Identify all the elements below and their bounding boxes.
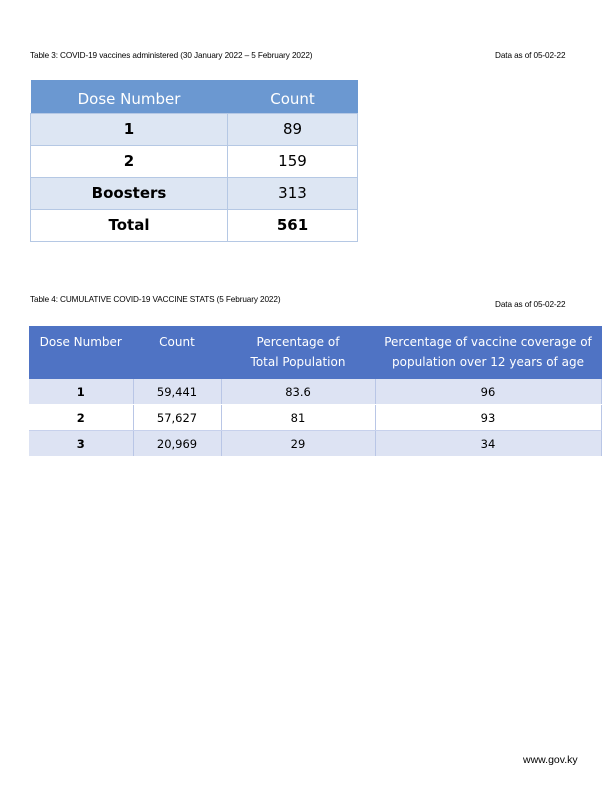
- column-header-percent-total-population: [221, 326, 375, 379]
- dose-number-cell: Boosters: [31, 177, 228, 209]
- table4-as-of-date: Data as of 05-02-22: [495, 300, 566, 309]
- header-text: Dose Number: [39, 335, 122, 349]
- header-line-1: Percentage of vaccine coverage of: [384, 335, 592, 349]
- column-header-dose-number: [29, 326, 133, 379]
- percent-coverage-cell: 34: [375, 431, 601, 457]
- dose-number-cell: 3: [29, 431, 133, 457]
- column-header-count: Count: [228, 80, 358, 113]
- header-text: Count: [159, 335, 195, 349]
- website-link[interactable]: www.gov.ky: [523, 754, 578, 766]
- dose-number-cell: 2: [31, 145, 228, 177]
- percent-total-cell: 81: [221, 405, 375, 431]
- table3-as-of-date: Data as of 05-02-22: [495, 51, 566, 60]
- table-row: [31, 113, 358, 145]
- total-count-cell: 561: [228, 209, 358, 241]
- percent-total-cell: 29: [221, 431, 375, 457]
- table-row: [31, 177, 358, 209]
- percent-coverage-cell: 96: [375, 379, 601, 405]
- column-header-percent-coverage-over-12: [375, 326, 601, 379]
- count-cell: 59,441: [133, 379, 221, 405]
- header-line-1: Percentage of: [256, 335, 340, 349]
- table-row: [31, 145, 358, 177]
- percent-coverage-cell: 93: [375, 405, 601, 431]
- table-row: [29, 405, 601, 431]
- header-text: [222, 326, 375, 372]
- count-cell: 57,627: [133, 405, 221, 431]
- header-text: [376, 326, 601, 372]
- table4-caption: Table 4: CUMULATIVE COVID-19 VACCINE STATS (5 February 2022): [30, 295, 281, 304]
- table3-caption: Table 3: COVID-19 vaccines administered (30 January 2022 – 5 February 2022): [30, 51, 313, 60]
- table-header-row: [29, 326, 601, 379]
- header-line-2: population over 12 years of age: [392, 355, 584, 369]
- percent-total-cell: 83.6: [221, 379, 375, 405]
- doses-administered-table: [30, 80, 358, 242]
- count-cell: 313: [228, 177, 358, 209]
- dose-number-cell: 2: [29, 405, 133, 431]
- table-row: [29, 431, 601, 457]
- table-header-row: [31, 80, 358, 113]
- header-line-2: Total Population: [250, 355, 346, 369]
- dose-number-cell: 1: [29, 379, 133, 405]
- cumulative-vaccine-stats-table: [29, 326, 602, 457]
- table-row: [29, 379, 601, 405]
- count-cell: 159: [228, 145, 358, 177]
- dose-number-cell: 1: [31, 113, 228, 145]
- table-total-row: [31, 209, 358, 241]
- count-cell: 89: [228, 113, 358, 145]
- column-header-count: [133, 326, 221, 379]
- count-cell: 20,969: [133, 431, 221, 457]
- column-header-dose-number: Dose Number: [31, 80, 228, 113]
- total-label-cell: Total: [31, 209, 228, 241]
